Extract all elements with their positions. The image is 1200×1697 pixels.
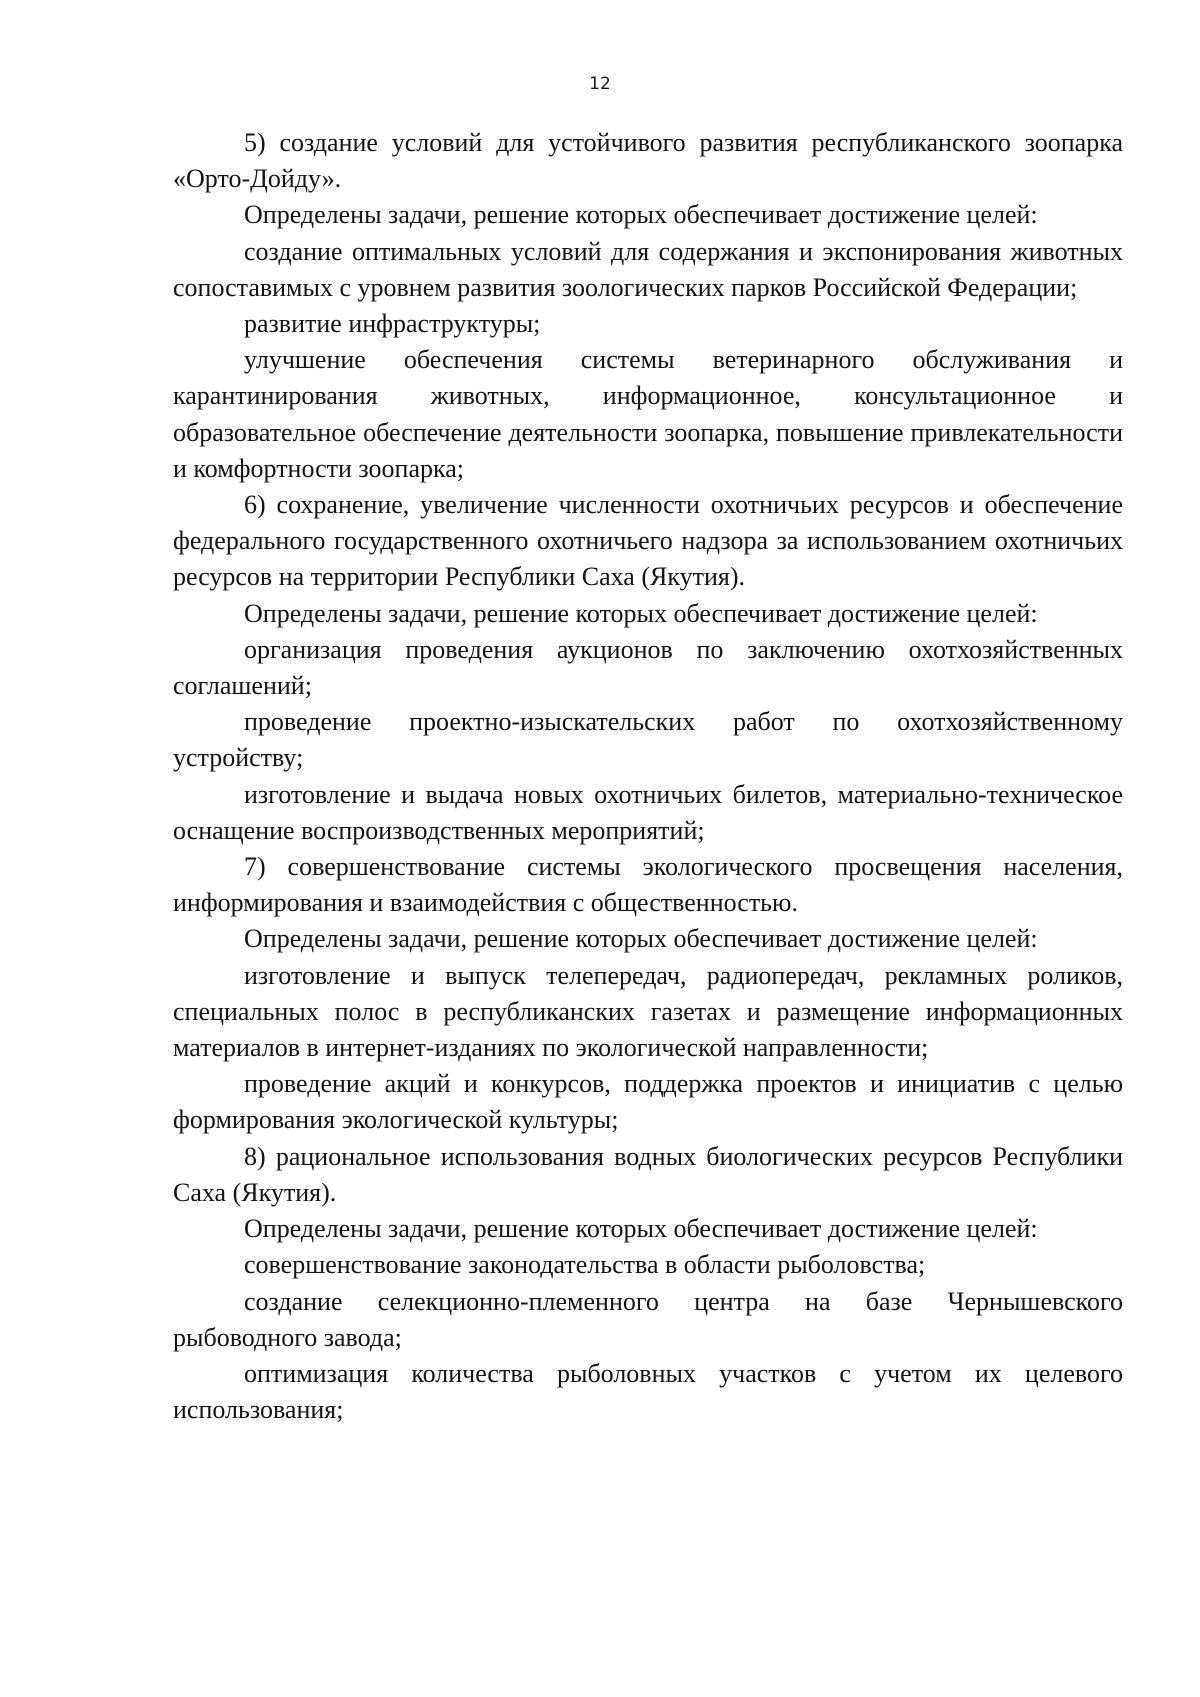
- paragraph-task: создание оптимальных условий для содержания и экспонирования животных сопоставимых с уровнем развития зоологических парков Российской Федерации;: [173, 236, 1123, 302]
- paragraph-task: развитие инфраструктуры;: [244, 309, 541, 339]
- paragraph-task: проведение проектно-изыскательских работ по охотхозяйственному устройству;: [173, 707, 1123, 773]
- paragraph-task: совершенствование законодательства в области рыболовства;: [244, 1250, 926, 1280]
- paragraph-tasks-intro: Определены задачи, решение которых обеспечивает достижение целей:: [244, 200, 1038, 230]
- paragraph-goal-7: 7) совершенствование системы экологического просвещения населения, информирования и взаимодействия с общественностью.: [173, 852, 1123, 918]
- paragraph-tasks-intro: Определены задачи, решение которых обеспечивает достижение целей:: [244, 1214, 1038, 1244]
- paragraph-task: улучшение обеспечения системы ветеринарного обслуживания и карантинирования животных, информационное, консультационное и образовательное обеспечение деятельности зоопарка, повышение привлекательности и комфортности зоопарка;: [173, 345, 1123, 483]
- paragraph-goal-6: 6) сохранение, увеличение численности охотничьих ресурсов и обеспечение федерального государственного охотничьего надзора за использованием охотничьих ресурсов на территории Республики Саха (Якутия).: [173, 490, 1123, 592]
- paragraph-goal-5: 5) создание условий для устойчивого развития республиканского зоопарка «Орто-Дойду».: [173, 128, 1123, 194]
- paragraph-task: изготовление и выдача новых охотничьих билетов, материально-техническое оснащение воспроизводственных мероприятий;: [173, 779, 1123, 845]
- paragraph-task: создание селекционно-племенного центра на базе Чернышевского рыбоводного завода;: [173, 1286, 1123, 1352]
- paragraph-tasks-intro: Определены задачи, решение которых обеспечивает достижение целей:: [244, 598, 1038, 628]
- paragraph-task: организация проведения аукционов по заключению охотхозяйственных соглашений;: [173, 634, 1123, 701]
- document-body: [173, 125, 1123, 1428]
- paragraph-task: проведение акций и конкурсов, поддержка проектов и инициатив с целью формирования экологической культуры;: [173, 1069, 1123, 1135]
- paragraph-tasks-intro: Определены задачи, решение которых обеспечивает достижение целей:: [244, 924, 1038, 954]
- paragraph-goal-8: 8) рациональное использования водных биологических ресурсов Республики Саха (Якутия).: [173, 1141, 1123, 1207]
- paragraph-task: изготовление и выпуск телепередач, радиопередач, рекламных роликов, специальных полос в республиканских газетах и размещение информационных материалов в интернет-изданиях по экологической направленности;: [173, 960, 1123, 1063]
- paragraph-task: оптимизация количества рыболовных участков с учетом их целевого использования;: [173, 1358, 1123, 1425]
- page-number: 12: [589, 74, 611, 94]
